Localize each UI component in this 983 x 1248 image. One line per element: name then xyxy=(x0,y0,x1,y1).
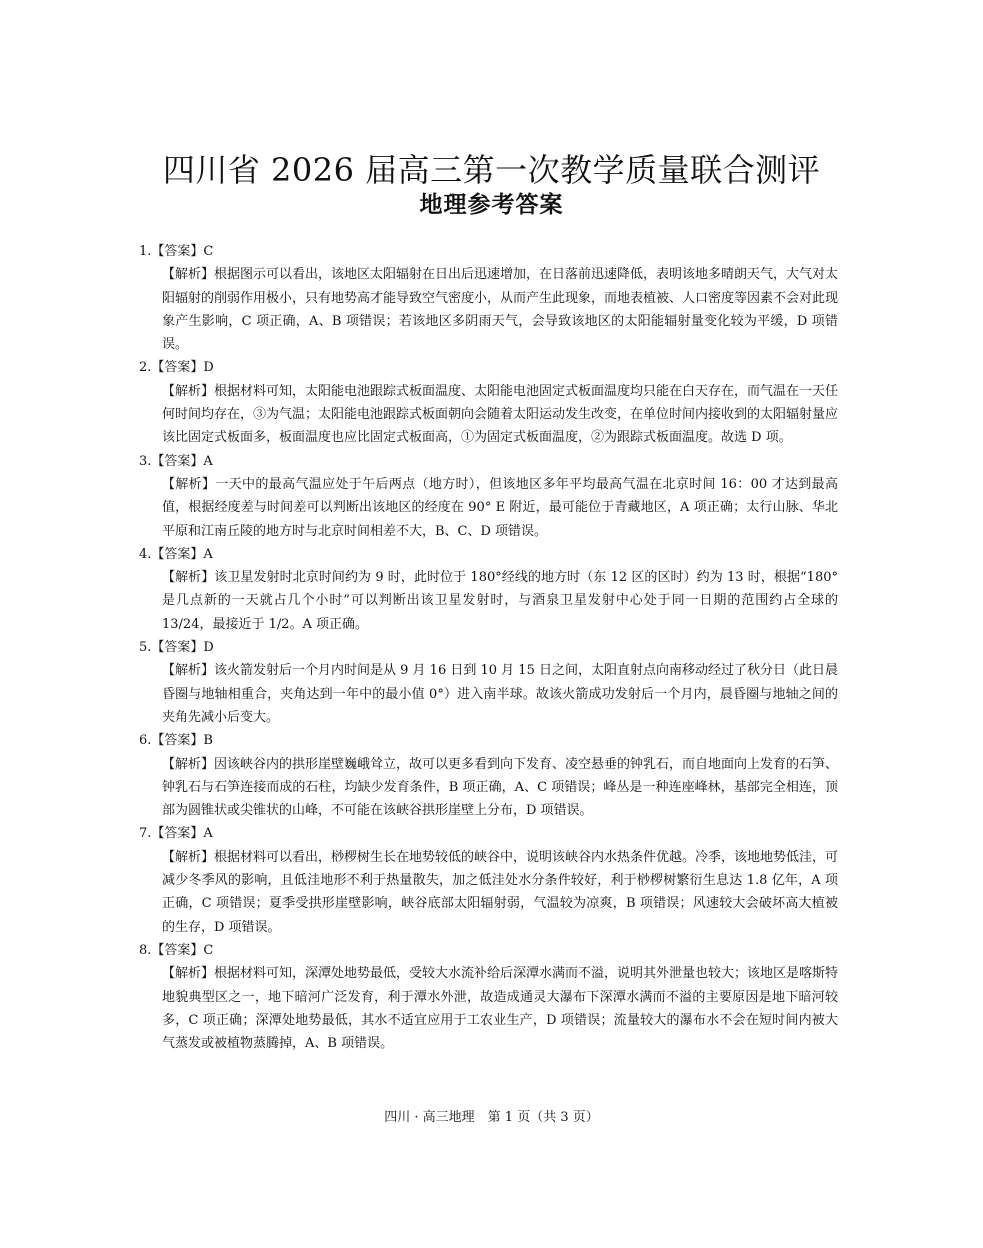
answer-line: 1.【答案】C xyxy=(139,244,214,259)
explanation-text: 【解析】根据材料可知，太阳能电池跟踪式板面温度、太阳能电池固定式板面温度均只能在白天存在，而气温在一天任何时间均存在，③为气温；太阳能电池跟踪式板面朝向会随着太阳运动发生改变，在单位时间内接收到的太阳辐射量应该比固定式板面多，板面温度也应比固定式板面高，①为固定式板面温度，②为跟踪式板面温度。故选 D 项。 xyxy=(162,383,839,446)
answer-list xyxy=(139,240,839,1055)
answer-line: 7.【答案】A xyxy=(139,826,213,842)
page-footer: 四川 · 高三地理 第 1 页（共 3 页） xyxy=(384,1110,599,1125)
question-item-8 xyxy=(139,939,839,1055)
question-item-6 xyxy=(139,729,839,822)
answer-line: 6.【答案】B xyxy=(139,733,213,749)
question-item-3 xyxy=(139,450,838,543)
question-item-2 xyxy=(139,356,839,449)
explanation-text: 【解析】该火箭发射后一个月内时间是从 9 月 16 日到 10 月 15 日之间，太阳直射点向南移动经过了秋分日（此日晨昏圈与地轴相重合，夹角达到一年中的最小值 0°）进入南半球。故该火箭成功发射后一个月内，晨昏圈与地轴之间的夹角先减小后变大。 xyxy=(162,663,838,725)
explanation-text: 【解析】一天中的最高气温应处于午后两点（地方时），但该地区多年平均最高气温在北京时间 16：00 才达到最高值，根据经度差与时间差可以判断出该地区的经度在 90° E 附近，最可能位于青藏地区，A 项正确；太行山脉、华北平原和江南丘陵的地方时与北京时间相差不大，B、C、D 项错误。 xyxy=(162,476,838,539)
question-item-1 xyxy=(139,240,839,356)
question-item-7 xyxy=(139,822,839,938)
explanation-text: 【解析】根据图示可以看出，该地区太阳辐射在日出后迅速增加，在日落前迅速降低，表明该地多晴朗天气，大气对太阳辐射的削弱作用极小，只有地势高才能导致空气密度小，从而产生此现象，而地表植被、人口密度等因素不会对此现象产生影响，C 项正确，A、B 项错误；若该地区多阴雨天气，会导致该地区的太阳能辐射量变化较为平缓，D 项错误。 xyxy=(162,267,839,353)
question-item-5 xyxy=(139,636,838,729)
answer-line: 8.【答案】C xyxy=(139,942,214,958)
answer-line: 2.【答案】D xyxy=(139,360,214,376)
document-subtitle: 地理参考答案 xyxy=(419,192,564,218)
answer-line: 4.【答案】A xyxy=(139,546,213,562)
question-item-4 xyxy=(139,543,838,636)
explanation-text: 【解析】根据材料可以看出，桫椤树生长在地势较低的峡谷中，说明该峡谷内水热条件优越。冷季，该地地势低洼，可减少冬季风的影响，且低洼地形不利于热量散失，加之低洼处水分条件较好，利于桫椤树繁衍生息达 1.8 亿年，A 项正确，C 项错误；夏季受拱形崖壁影响，峡谷底部太阳辐射弱，气温较为凉爽，B 项错误；风速较大会破坏高大植被的生存，D 项错误。 xyxy=(162,849,839,935)
explanation-text: 【解析】根据材料可知，深潭处地势最低，受较大水流补给后深潭水满而不溢，说明其外泄量也较大；该地区是喀斯特地貌典型区之一，地下暗河广泛发育，利于潭水外泄，故造成通灵大瀑布下深潭水满而不溢的主要原因是地下暗河较多，C 项正确；深潭处地势最低，其水不适宜应用于工农业生产，D 项错误；流量较大的瀑布水不会在短时间内被大气蒸发或被植物蒸腾掉，A、B 项错误。 xyxy=(162,966,839,1052)
document-title: 四川省 2026 届高三第一次教学质量联合测评 xyxy=(162,151,821,189)
explanation-text: 【解析】该卫星发射时北京时间约为 9 时，此时位于 180°经线的地方时（东 12 区的区时）约为 13 时，根据“180°是几点新的一天就占几个小时”可以判断出该卫星发射时，与酒泉卫星发射中心处于同一日期的范围约占全球的 13/24，最接近于 1/2。A 项正确。 xyxy=(162,570,838,632)
explanation-text: 【解析】因该峡谷内的拱形崖壁巍峨耸立，故可以更多看到向下发育、凌空悬垂的钟乳石，而自地面向上发育的石笋、钟乳石与石笋连接而成的石柱，均缺少发育条件，B 项正确，A、C 项错误；峰丛是一种连座峰林，基部完全相连，顶部为圆锥状或尖锥状的山峰，不可能在该峡谷拱形崖壁上分布，D 项错误。 xyxy=(162,756,839,819)
answer-line: 5.【答案】D xyxy=(139,640,214,656)
answer-line: 3.【答案】A xyxy=(139,453,213,469)
